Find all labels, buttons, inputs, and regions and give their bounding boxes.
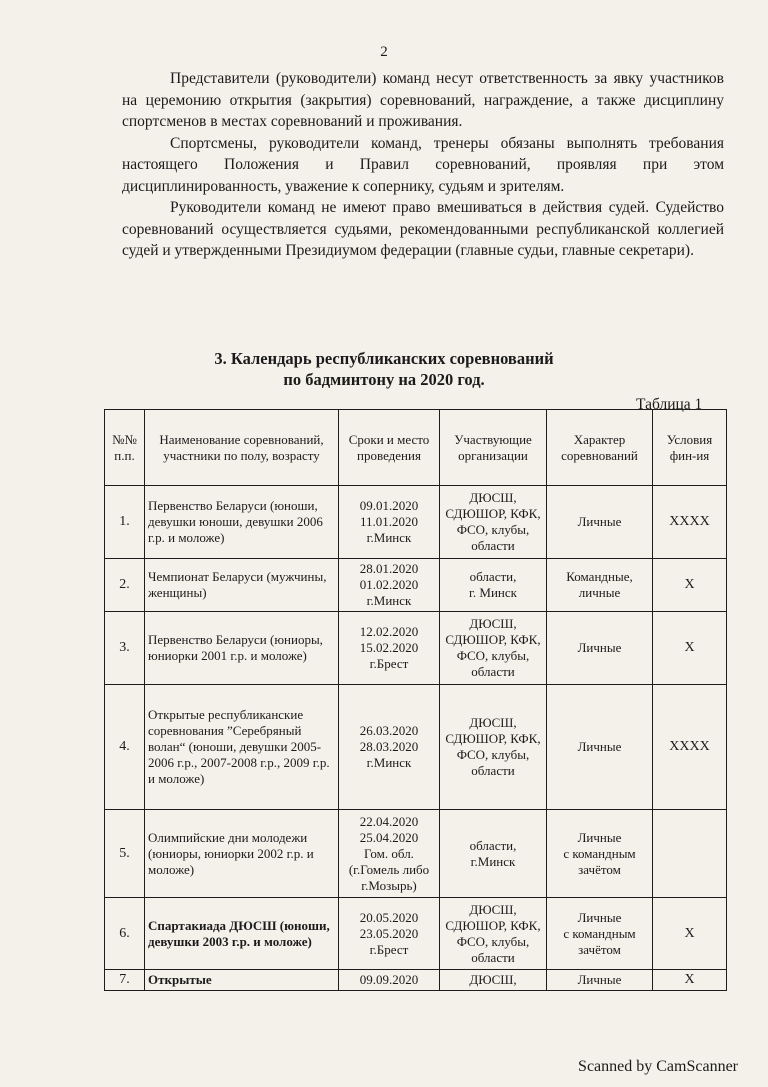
header-date: Сроки и место проведения: [339, 410, 440, 486]
paragraph: Руководители команд не имеют право вмешиваться в действия судей. Судейство соревнований осуществляется судьями, рекомендованными республиканской коллегией судей и утвержденными Президиумом федерации (главные судьи, главные секретари).: [122, 199, 724, 259]
cell-name: Первенство Беларуси (юноши, девушки юноши, девушки 2006 г.р. и моложе): [145, 486, 339, 559]
table-header-row: [105, 410, 727, 486]
body-text: [122, 68, 724, 262]
table-row: [105, 559, 727, 612]
cell-num: 2.: [105, 559, 145, 612]
cell-num: 4.: [105, 685, 145, 810]
cell-num: 7.: [105, 970, 145, 991]
scanner-watermark: Scanned by CamScanner: [578, 1058, 738, 1075]
cell-date: 12.02.2020 15.02.2020 г.Брест: [339, 612, 440, 685]
table-row: [105, 612, 727, 685]
cell-name: Чемпионат Беларуси (мужчины, женщины): [145, 559, 339, 612]
header-num: №№ п.п.: [105, 410, 145, 486]
cell-fin: X: [653, 970, 727, 991]
cell-num: 1.: [105, 486, 145, 559]
table-row: [105, 898, 727, 970]
table-row: [105, 685, 727, 810]
cell-name: Спартакиада ДЮСШ (юноши, девушки 2003 г.р. и моложе): [145, 898, 339, 970]
cell-num: 3.: [105, 612, 145, 685]
cell-date: 09.09.2020: [339, 970, 440, 991]
table-row: [105, 810, 727, 898]
cell-fin: X: [653, 898, 727, 970]
cell-date: 28.01.2020 01.02.2020 г.Минск: [339, 559, 440, 612]
cell-name: Открытые: [145, 970, 339, 991]
section-title-line-2: по бадминтону на 2020 год.: [283, 370, 485, 389]
cell-name: Первенство Беларуси (юниоры, юниорки 2001 г.р. и моложе): [145, 612, 339, 685]
cell-org: ДЮСШ, СДЮШОР, КФК, ФСО, клубы, области: [440, 898, 547, 970]
section-heading: [0, 348, 768, 390]
header-type: Характер соревнований: [547, 410, 653, 486]
cell-date: 22.04.2020 25.04.2020 Гом. обл. (г.Гомель либо г.Мозырь): [339, 810, 440, 898]
cell-name: Открытые республиканские соревнования ”Серебряный волан“ (юноши, девушки 2005-2006 г.р., 2007-2008 г.р., 2009 г.р. и моложе): [145, 685, 339, 810]
cell-type: Личные с командным зачётом: [547, 898, 653, 970]
cell-type: Личные: [547, 486, 653, 559]
table-caption: Таблица 1: [636, 396, 703, 413]
cell-org: ДЮСШ, СДЮШОР, КФК, ФСО, клубы, области: [440, 612, 547, 685]
cell-type: Личные: [547, 612, 653, 685]
cell-type: Личные: [547, 970, 653, 991]
paragraph: Спортсмены, руководители команд, тренеры обязаны выполнять требования настоящего Положения и Правил соревнований, проявляя при этом дисциплинированность, уважение к сопернику, судьям и зрителям.: [122, 134, 724, 195]
cell-org: области, г. Минск: [440, 559, 547, 612]
cell-fin: XXXX: [653, 685, 727, 810]
cell-org: ДЮСШ,: [440, 970, 547, 991]
cell-num: 5.: [105, 810, 145, 898]
cell-org: ДЮСШ, СДЮШОР, КФК, ФСО, клубы, области: [440, 486, 547, 559]
cell-date: 20.05.2020 23.05.2020 г.Брест: [339, 898, 440, 970]
cell-org: области, г.Минск: [440, 810, 547, 898]
cell-fin: X: [653, 559, 727, 612]
header-org: Участвующие организации: [440, 410, 547, 486]
section-title-line-1: 3. Календарь республиканских соревнований: [214, 349, 554, 368]
cell-date: 26.03.2020 28.03.2020 г.Минск: [339, 685, 440, 810]
cell-fin: XXXX: [653, 486, 727, 559]
table-row: [105, 486, 727, 559]
cell-type: Командные, личные: [547, 559, 653, 612]
header-name: Наименование соревнований, участники по полу, возрасту: [145, 410, 339, 486]
cell-fin: [653, 810, 727, 898]
cell-org: ДЮСШ, СДЮШОР, КФК, ФСО, клубы, области: [440, 685, 547, 810]
table-row: [105, 970, 727, 991]
cell-name: Олимпийские дни молодежи (юниоры, юниорки 2002 г.р. и моложе): [145, 810, 339, 898]
cell-type: Личные: [547, 685, 653, 810]
cell-date: 09.01.2020 11.01.2020 г.Минск: [339, 486, 440, 559]
page-number: 2: [380, 44, 388, 60]
cell-fin: X: [653, 612, 727, 685]
paragraph: Представители (руководители) команд несут ответственность за явку участников на церемонию открытия (закрытия) соревнований, награждение, а также дисциплину спортсменов в местах соревнований и проживания.: [122, 70, 724, 130]
cell-num: 6.: [105, 898, 145, 970]
header-fin: Условия фин-ия: [653, 410, 727, 486]
cell-type: Личные с командным зачётом: [547, 810, 653, 898]
calendar-table: [104, 409, 727, 991]
